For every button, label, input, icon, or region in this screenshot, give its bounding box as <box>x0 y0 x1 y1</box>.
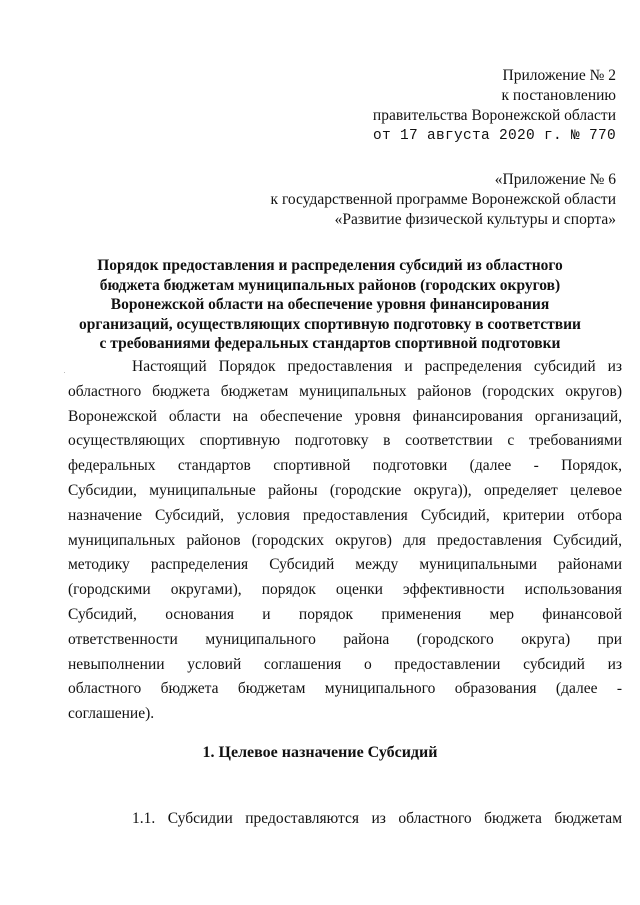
paragraph-line: областного бюджета бюджетам муниципального образования (далее - <box>68 680 622 698</box>
program-appendix-number: «Приложение № 6 <box>494 171 616 188</box>
title-line: бюджета бюджетам муниципальных районов (городских округов) <box>99 276 561 294</box>
paragraph-line: (городскими округами), порядок оценки эффективности использования <box>68 581 622 599</box>
resolution-date-number: от 17 августа 2020 г. № 770 <box>372 128 616 144</box>
paragraph-line: Воронежской области на обеспечение уровня финансирования организаций, <box>68 407 622 425</box>
body-paragraph <box>68 355 622 727</box>
program-reference: к государственной программе Воронежской области <box>270 191 616 208</box>
appendix-issuer: правительства Воронежской области <box>372 107 616 124</box>
paragraph-line: ответственности муниципального района (городского округа) при <box>68 630 622 648</box>
paragraph-line: методику распределения Субсидий между муниципальными районами <box>68 556 622 574</box>
appendix-header <box>373 66 616 146</box>
paragraph-line: невыполнении условий соглашения о предоставлении субсидий из <box>68 655 622 673</box>
paragraph-line: областного бюджета бюджетам муниципальных районов (городских округов) <box>68 382 622 400</box>
appendix-program-header <box>271 170 616 230</box>
title-line: с требованиями федеральных стандартов спортивной подготовки <box>99 335 561 353</box>
paragraph-line: назначение Субсидий, условия предоставления Субсидий, критерии отбора <box>68 506 622 524</box>
paragraph-line: осуществляющих спортивную подготовку в соответствии с требованиями <box>68 432 622 450</box>
title-line: организаций, осуществляющих спортивную подготовку в соответствии <box>79 315 581 333</box>
appendix-to-resolution: к постановлению <box>501 87 616 104</box>
program-name: «Развитие физической культуры и спорта» <box>334 211 616 228</box>
title-line: Порядок предоставления и распределения субсидий из областного <box>97 257 563 274</box>
clause-1-1: 1.1. Субсидии предоставляются из областного бюджета бюджетам <box>132 810 622 827</box>
scan-dot <box>64 372 65 373</box>
appendix-number: Приложение № 2 <box>502 67 616 84</box>
paragraph-line: федеральных стандартов спортивной подготовки (далее - Порядок, <box>68 457 622 475</box>
title-line: Воронежской области на обеспечение уровня финансирования <box>110 296 550 314</box>
paragraph-line: Субсидий, основания и порядок применения мер финансовой <box>68 605 622 623</box>
paragraph-line: муниципальных районов (городских округов) для предоставления Субсидий, <box>68 531 622 549</box>
paragraph-line: соглашение). <box>68 705 155 723</box>
paragraph-line: Субсидии, муниципальные районы (городские округа)), определяет целевое <box>68 481 622 499</box>
section-heading: 1. Целевое назначение Субсидий <box>202 744 438 761</box>
paragraph-line: Настоящий Порядок предоставления и распределения субсидий из <box>132 358 622 375</box>
document-title <box>40 256 620 354</box>
